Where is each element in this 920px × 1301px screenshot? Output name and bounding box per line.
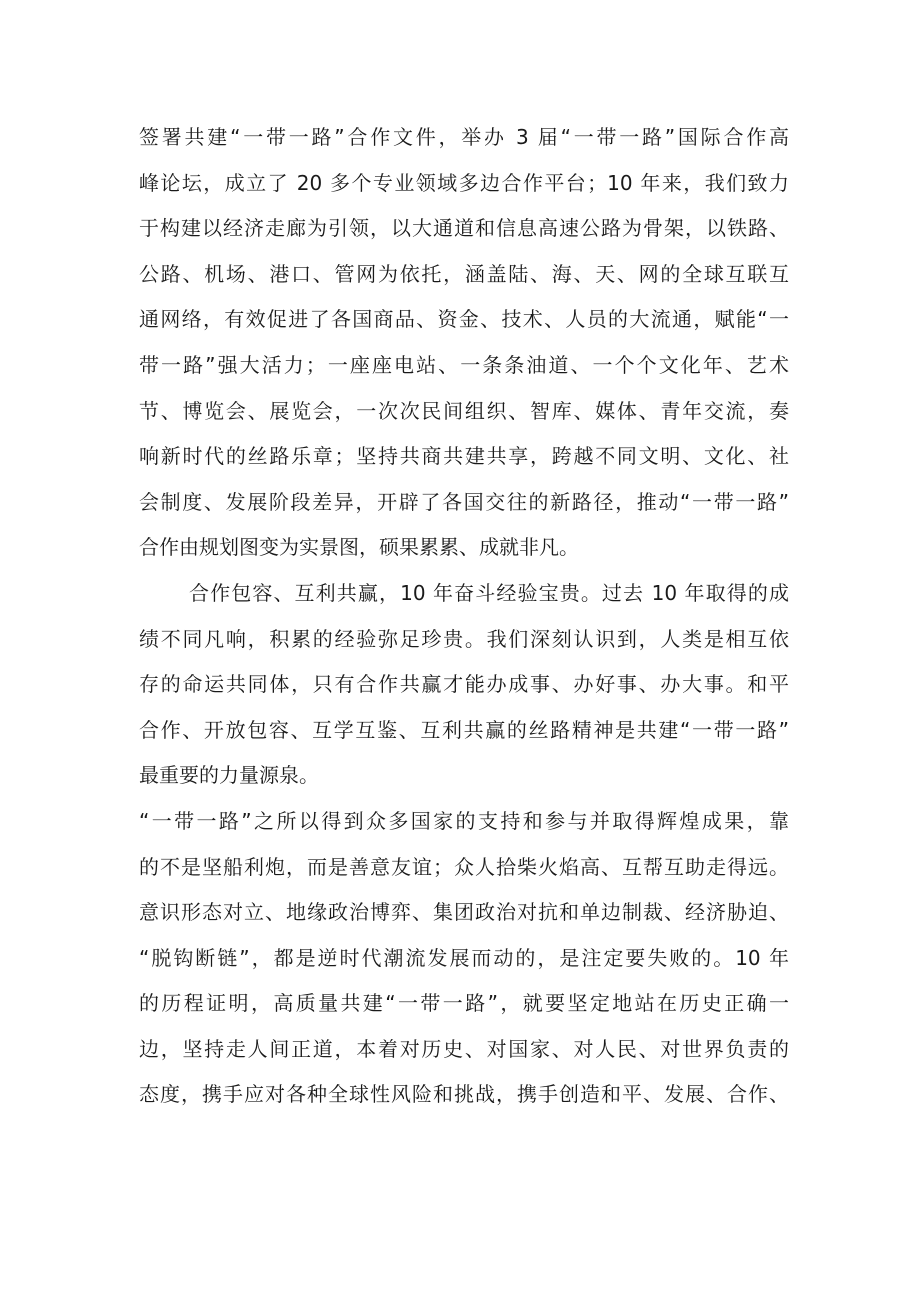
text-line: 合作由规划图变为实景图，硕果累累、成就非凡。 (139, 535, 579, 560)
text-line: 存的命运共同体，只有合作共赢才能办成事、办好事、办大事。和平 (139, 672, 789, 697)
text-line: 合作、开放包容、互学互鉴、互利共赢的丝路精神是共建“一带一路” (139, 717, 789, 742)
text-line: 的不是坚船利炮，而是善意友谊；众人拾柴火焰高、互帮互助走得远。 (139, 854, 789, 879)
text-line: 意识形态对立、地缘政治博弈、集团政治对抗和单边制裁、经济胁迫、 (139, 900, 789, 925)
text-line: 通网络，有效促进了各国商品、资金、技术、人员的大流通，赋能“一 (139, 307, 789, 332)
text-line: 于构建以经济走廊为引领，以大通道和信息高速公路为骨架，以铁路、 (139, 216, 789, 241)
text-line: 最重要的力量源泉。 (139, 763, 319, 788)
text-line: 带一路”强大活力；一座座电站、一条条油道、一个个文化年、艺术 (139, 352, 789, 377)
paragraph-2 (139, 571, 789, 799)
text-line: 节、博览会、展览会，一次次民间组织、智库、媒体、青年交流，奏 (139, 398, 789, 423)
text-line: “一带一路”之所以得到众多国家的支持和参与并取得辉煌成果，靠 (139, 808, 789, 833)
text-line: 合作包容、互利共赢，10 年奋斗经验宝贵。过去 10 年取得的成 (189, 580, 789, 605)
text-line: 的历程证明，高质量共建“一带一路”，就要坚定地站在历史正确一 (139, 991, 789, 1016)
text-line: “脱钩断链”，都是逆时代潮流发展而动的，是注定要失败的。10 年 (139, 945, 789, 970)
text-line: 态度，携手应对各种全球性风险和挑战，携手创造和平、发展、合作、 (139, 1082, 789, 1107)
text-line: 响新时代的丝路乐章；坚持共商共建共享，跨越不同文明、文化、社 (139, 444, 789, 469)
text-line: 会制度、发展阶段差异，开辟了各国交往的新路径，推动“一带一路” (139, 489, 789, 514)
text-line: 边，坚持走人间正道，本着对历史、对国家、对人民、对世界负责的 (139, 1036, 789, 1061)
text-line: 绩不同凡响，积累的经验弥足珍贵。我们深刻认识到，人类是相互依 (139, 626, 789, 651)
paragraph-1 (139, 115, 789, 571)
document-body (139, 115, 789, 1118)
paragraph-3 (139, 799, 789, 1118)
text-line: 签署共建“一带一路”合作文件，举办 3 届“一带一路”国际合作高 (139, 125, 789, 149)
text-line: 公路、机场、港口、管网为依托，涵盖陆、海、天、网的全球互联互 (139, 261, 789, 286)
text-line: 峰论坛，成立了 20 多个专业领域多边合作平台；10 年来，我们致力 (139, 170, 789, 195)
